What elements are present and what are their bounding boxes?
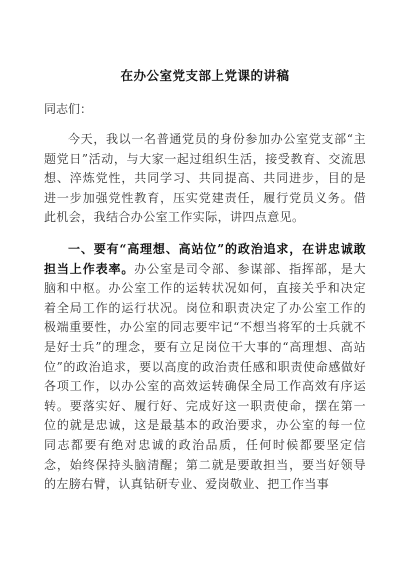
section-1-paragraph [44, 240, 366, 495]
salutation: 同志们： [44, 102, 93, 116]
section-1-body: 办公室是司令部、参谋部、指挥部，是大脑和中枢。办公室工作的运转状况如何，直接关乎和决定着全局工作的运行状况。岗位和职责决定了办公室工作的极端重要性，办公室的同志要牢记“不想当将军的士兵就不是好士兵”的理念，要有立足岗位干大事的“高理想、高站位”的政治追求，要以高度的政治责任感和职责使命感做好各项工作，以办公室的高效运转确保全局工作高效有序运转。要落实好、履行好、完成好这一职责使命，摆在第一位的就是忠诚，这是最基本的政治要求，办公室的每一位同志都要有绝对忠诚的政治品质，任何时候都要坚定信念，始终保持头脑清醒；第二就是要敢担当，要当好领导的左膀右臂，认真钻研专业、爱岗敬业、把工作当事 [44, 261, 366, 492]
section-1-heading: 一、要有“高理想、高站位”的政治追求，在讲忠诚敢担当上作表率。 [44, 241, 366, 276]
document-title: 在办公室党支部上党课的讲稿 [120, 68, 290, 83]
intro-paragraph: 今天，我以一名普通党员的身份参加办公室党支部“主题党日”活动，与大家一起过组织生活，接受教育、交流思想、淬炼党性，共同学习、共同提高、共同进步，目的是进一步加强党性教育，压实党建责任，履行党员义务。借此机会，我结合办公室工作实际，讲四点意见。 [44, 132, 366, 225]
